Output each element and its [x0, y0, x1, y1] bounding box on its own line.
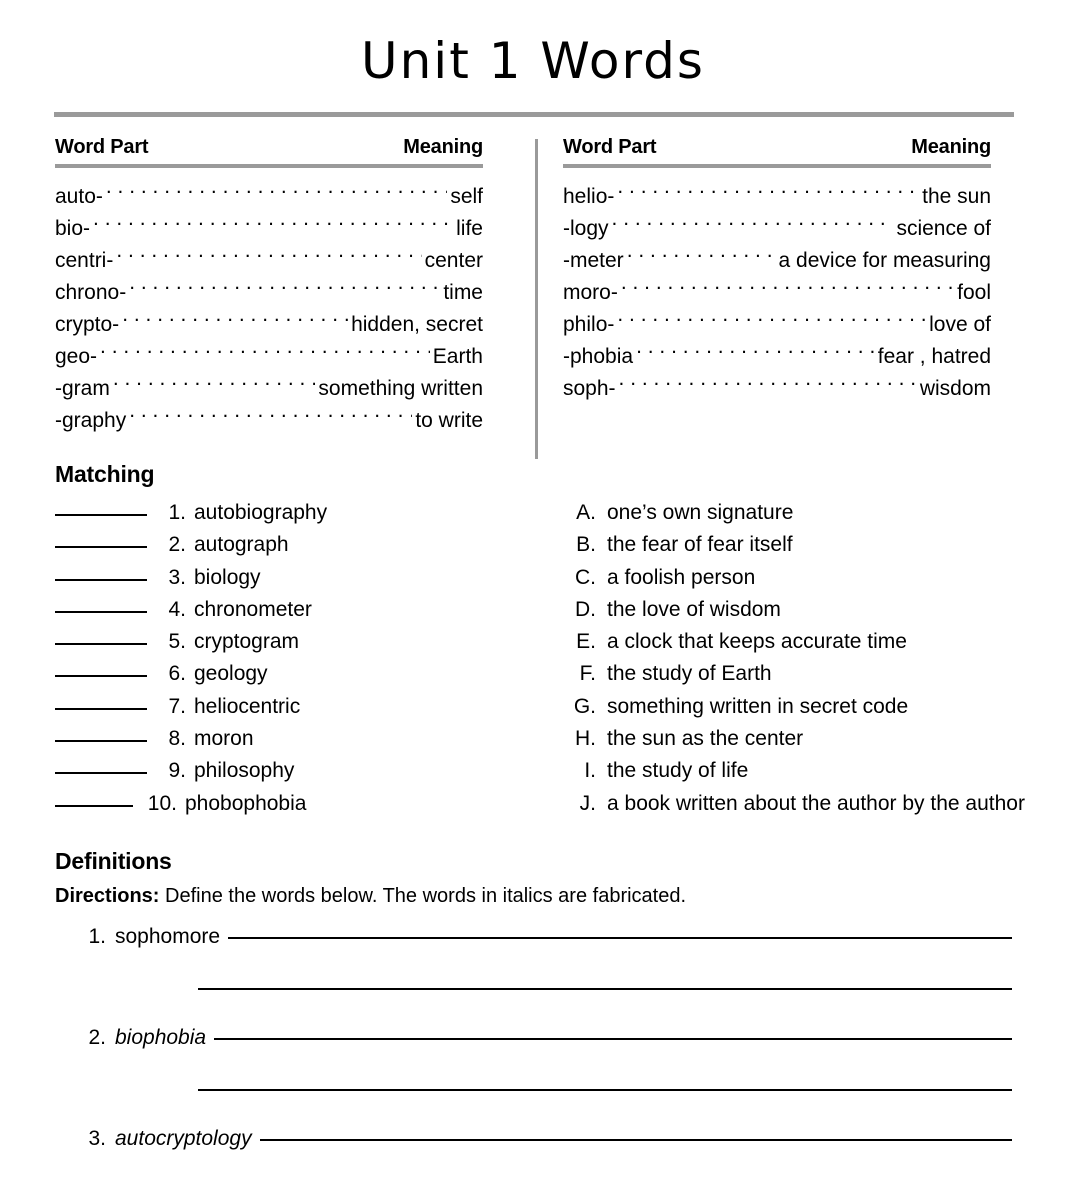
- dot-leader: [612, 214, 894, 235]
- word-part-meaning: time: [443, 281, 483, 304]
- word-part-meaning: center: [424, 249, 483, 272]
- word-part-term: helio-: [563, 185, 615, 208]
- matching-item: [55, 562, 555, 594]
- matching-item-number: 6.: [168, 662, 186, 686]
- word-part-row: [55, 373, 483, 405]
- word-part-row: [55, 277, 483, 309]
- word-part-meaning: a device for measuring: [778, 249, 991, 272]
- word-part-term: chrono-: [55, 281, 127, 304]
- matching-item-number: 5.: [168, 630, 186, 654]
- word-part-term: -phobia: [563, 345, 634, 368]
- dot-leader: [129, 406, 412, 427]
- column-header-word-part: Word Part: [55, 136, 149, 158]
- matching-item: [55, 691, 555, 723]
- dot-leader: [617, 310, 926, 331]
- matching-item-word: geology: [194, 662, 268, 686]
- matching-item-number: 9.: [168, 759, 186, 783]
- dot-leader: [116, 246, 421, 267]
- matching-answer-letter: A.: [576, 501, 596, 524]
- word-parts-header-right: [563, 136, 991, 159]
- definition-word: biophobia: [115, 1025, 207, 1049]
- word-parts-list-left: [55, 181, 483, 437]
- matching-answer-letter: B.: [576, 533, 596, 557]
- definition-number: 3.: [88, 1126, 106, 1150]
- word-part-meaning: science of: [896, 217, 991, 240]
- definition-number: 1.: [88, 924, 106, 948]
- word-parts-column-left: [55, 136, 483, 437]
- word-part-meaning: self: [450, 185, 483, 208]
- word-part-row: [563, 277, 991, 309]
- word-part-term: bio-: [55, 217, 91, 240]
- matching-item-number: 1.: [168, 501, 186, 524]
- matching-item: [55, 723, 555, 755]
- matching-answer-text: something written in secret code: [607, 694, 909, 718]
- dot-leader: [617, 182, 919, 203]
- word-part-row: [55, 341, 483, 373]
- matching-answer-blank[interactable]: [55, 579, 147, 581]
- matching-answer-text: the study of Earth: [607, 662, 772, 686]
- matching-answer-letter: G.: [573, 694, 596, 718]
- matching-answer-blank[interactable]: [55, 546, 147, 548]
- word-part-term: geo-: [55, 345, 98, 368]
- header-rule-right: [563, 164, 991, 168]
- matching-answer-letter: C.: [575, 565, 596, 589]
- dot-leader: [627, 246, 776, 267]
- word-part-term: soph-: [563, 377, 616, 400]
- dot-leader: [619, 374, 917, 395]
- matching-item-number: 2.: [168, 533, 186, 557]
- word-part-term: -graphy: [55, 409, 127, 432]
- spacer: [78, 1050, 1066, 1089]
- matching-heading: Matching: [55, 461, 155, 487]
- matching-item-word: moron: [194, 727, 254, 751]
- spacer: [78, 1151, 1066, 1190]
- matching-answer-blank[interactable]: [55, 805, 133, 807]
- dot-leader: [636, 342, 875, 363]
- matching-answer-blank[interactable]: [55, 643, 147, 645]
- matching-answer-text: a foolish person: [607, 565, 756, 589]
- word-part-meaning: hidden, secret: [351, 313, 483, 336]
- matching-item-word: cryptogram: [194, 630, 300, 654]
- directions-text: Define the words below. The words in italics are fabricated.: [165, 884, 687, 907]
- word-parts-header-left: [55, 136, 483, 159]
- matching-answer-blank[interactable]: [55, 772, 147, 774]
- matching-answer-option: [568, 658, 1025, 690]
- matching-answer-option: [568, 626, 1025, 658]
- word-part-term: philo-: [563, 313, 615, 336]
- matching-item: [55, 626, 555, 658]
- matching-section: [0, 497, 1066, 820]
- matching-answer-text: the fear of fear itself: [607, 533, 793, 557]
- matching-item-word: biology: [194, 565, 261, 589]
- word-part-meaning: fool: [957, 281, 991, 304]
- matching-answer-letter: H.: [575, 727, 596, 751]
- matching-answer-option: [568, 594, 1025, 626]
- word-part-meaning: love of: [929, 313, 991, 336]
- matching-answer-blank[interactable]: [55, 675, 147, 677]
- matching-item-word: philosophy: [194, 759, 295, 783]
- matching-item-number: 7.: [168, 694, 186, 718]
- matching-answer-option: [568, 497, 1025, 529]
- matching-item: [55, 788, 555, 820]
- word-part-row: [563, 341, 991, 373]
- definition-answer-line[interactable]: [228, 937, 1012, 939]
- word-part-row: [563, 245, 991, 277]
- word-part-row: [55, 181, 483, 213]
- matching-item-number: 4.: [168, 597, 186, 621]
- matching-answer-option: [568, 529, 1025, 561]
- word-part-term: auto-: [55, 185, 103, 208]
- definitions-heading: Definitions: [55, 847, 172, 874]
- spacer: [78, 990, 1066, 1026]
- matching-item: [55, 529, 555, 561]
- word-part-row: [55, 405, 483, 437]
- word-part-meaning: wisdom: [919, 377, 991, 400]
- definition-answer-line[interactable]: [214, 1038, 1012, 1040]
- matching-answer-text: the study of life: [607, 759, 749, 783]
- title-divider: [54, 112, 1014, 117]
- word-part-meaning: fear , hatred: [877, 345, 991, 368]
- column-header-meaning: Meaning: [403, 136, 483, 158]
- definition-item: [78, 1127, 1066, 1151]
- header-rule-left: [55, 164, 483, 168]
- column-header-word-part: Word Part: [563, 136, 657, 158]
- matching-item: [55, 658, 555, 690]
- matching-item-number: 10.: [147, 791, 177, 815]
- matching-item: [55, 755, 555, 787]
- matching-answer-text: the sun as the center: [607, 727, 804, 751]
- matching-item-word: autobiography: [194, 501, 328, 524]
- word-part-row: [563, 181, 991, 213]
- definition-word: sophomore: [115, 924, 221, 948]
- word-part-row: [55, 245, 483, 277]
- word-part-row: [55, 309, 483, 341]
- matching-answer-option: [568, 562, 1025, 594]
- word-part-meaning: Earth: [432, 345, 483, 368]
- definition-answer-line[interactable]: [260, 1139, 1012, 1141]
- matching-answer-letter: F.: [579, 662, 596, 686]
- dot-leader: [100, 342, 430, 363]
- matching-item: [55, 594, 555, 626]
- page-title: Unit 1 Words: [361, 32, 705, 90]
- dot-leader: [93, 214, 453, 235]
- matching-words-list: [55, 497, 555, 820]
- word-part-row: [563, 213, 991, 245]
- matching-answer-letter: D.: [575, 597, 596, 621]
- word-part-row: [563, 309, 991, 341]
- definition-item: [78, 925, 1066, 949]
- dot-leader: [106, 182, 447, 203]
- matching-answer-blank[interactable]: [55, 708, 147, 710]
- directions-label: Directions:: [55, 884, 160, 907]
- word-part-term: -logy: [563, 217, 609, 240]
- matching-item-word: heliocentric: [194, 694, 301, 718]
- matching-item: [55, 497, 555, 529]
- matching-answer-text: a clock that keeps accurate time: [607, 630, 907, 654]
- definitions-list: [0, 925, 1066, 1190]
- matching-answers-list: [568, 497, 1025, 820]
- word-part-term: moro-: [563, 281, 618, 304]
- spacer: [78, 949, 1066, 988]
- word-part-meaning: something written: [318, 377, 483, 400]
- vertical-column-divider: [535, 139, 538, 459]
- definition-number: 2.: [88, 1025, 106, 1049]
- matching-item-word: phobophobia: [185, 791, 307, 815]
- definitions-directions: [55, 883, 1066, 909]
- dot-leader: [113, 374, 316, 395]
- word-parts-list-right: [563, 181, 991, 405]
- dot-leader: [122, 310, 348, 331]
- matching-answer-letter: E.: [576, 630, 596, 654]
- dot-leader: [129, 278, 440, 299]
- matching-item-number: 3.: [168, 565, 186, 589]
- matching-item-word: chronometer: [194, 597, 312, 621]
- matching-answer-option: [568, 723, 1025, 755]
- matching-item-word: autograph: [194, 533, 289, 557]
- word-part-meaning: life: [456, 217, 483, 240]
- word-part-row: [55, 213, 483, 245]
- matching-answer-option: [568, 788, 1025, 820]
- definition-item: [78, 1026, 1066, 1050]
- word-parts-column-right: [563, 136, 991, 437]
- word-part-term: -meter: [563, 249, 624, 272]
- word-parts-section: [0, 136, 1066, 437]
- matching-answer-letter: I.: [584, 759, 596, 783]
- word-part-term: crypto-: [55, 313, 120, 336]
- word-part-row: [563, 373, 991, 405]
- matching-answer-option: [568, 755, 1025, 787]
- word-part-term: -gram: [55, 377, 110, 400]
- column-header-meaning: Meaning: [911, 136, 991, 158]
- word-part-term: centri-: [55, 249, 114, 272]
- matching-answer-text: the love of wisdom: [607, 597, 781, 621]
- definition-word: autocryptology: [115, 1126, 252, 1150]
- matching-item-number: 8.: [168, 727, 186, 751]
- matching-answer-text: a book written about the author by the author: [607, 791, 1025, 815]
- word-part-meaning: the sun: [922, 185, 991, 208]
- matching-answer-blank[interactable]: [55, 611, 147, 613]
- matching-answer-letter: J.: [579, 791, 596, 815]
- matching-answer-option: [568, 691, 1025, 723]
- matching-answer-blank[interactable]: [55, 740, 147, 742]
- spacer: [78, 1091, 1066, 1127]
- word-part-meaning: to write: [415, 409, 483, 432]
- dot-leader: [621, 278, 954, 299]
- matching-answer-text: one’s own signature: [607, 501, 794, 524]
- matching-answer-blank[interactable]: [55, 514, 147, 516]
